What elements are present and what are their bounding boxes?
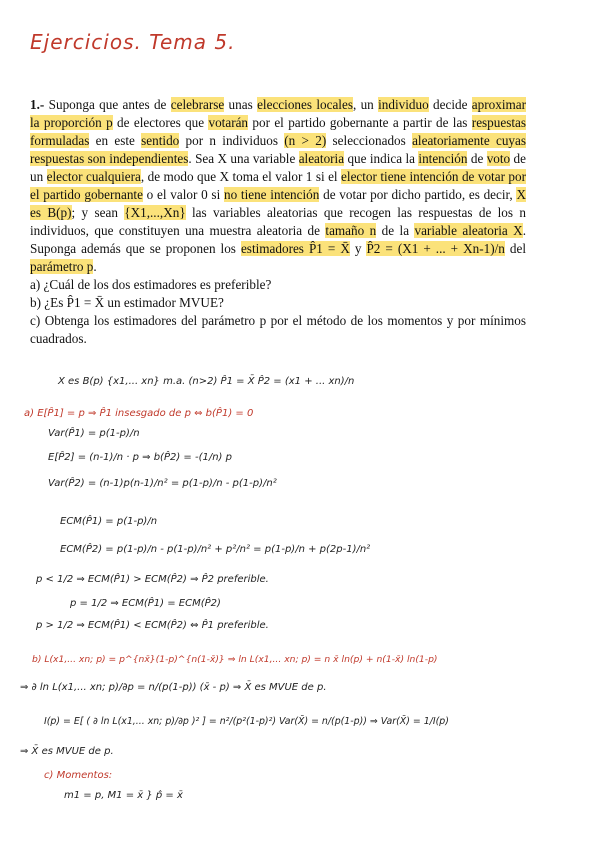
highlighted-text: (n > 2) [284,133,327,148]
question-c: c) Obtenga los estimadores del parámetro p por el método de los momentos y por mínimos cuadrados. [30,313,526,346]
paragraph-text: de un [30,151,526,184]
question-b: b) ¿Es P̂1 = X̄ un estimador MVUE? [30,295,224,310]
paragraph-text: por el partido gobernante a partir de las [248,115,472,130]
highlighted-text: no tiene intención [223,187,320,202]
hand-line: E[P̂2] = (n-1)/n · p ⇒ b(P̂2) = -(1/n) p [48,452,232,463]
paragraph-text: unas [224,97,258,112]
hand-line: I(p) = E[ ( ∂ ln L(x1,... xn; p)/∂p )² ] = n²/(p²(1-p)²) Var(X̄) = n/(p(1-p)) ⇒ Var(X̄) = 1/I(p) [44,716,449,727]
paragraph-text: . [93,259,97,274]
hand-line: X es B(p) {x1,... xn} m.a. (n>2) P̂1 = X̄ P̂2 = (x1 + ... xn)/n [58,376,355,387]
question-a: a) ¿Cuál de los dos estimadores es preferible? [30,277,272,292]
problem-statement [30,96,526,348]
hand-line: Var(P̂1) = p(1-p)/n [48,428,140,439]
highlighted-text: tamaño n [325,223,377,238]
paragraph-text: . Sea X una variable [188,151,299,166]
highlighted-text: respuestas formuladas [30,115,526,148]
highlighted-text: sentido [141,133,180,148]
paragraph-text: seleccionados [326,133,413,148]
paragraph-text: , de modo que X toma el valor 1 si el [140,169,342,184]
highlighted-text: elector tiene intención de votar por el partido gobernante [30,169,526,202]
paragraph-text: del [504,241,526,256]
paragraph-text: las variables aleatorias que recogen las respuestas de los n individuos, que constituyen una muestra aleatoria de [30,205,526,238]
highlighted-text: aleatoria [298,151,345,166]
paragraph-text: que indica la [344,151,419,166]
paragraph-text: y [349,241,367,256]
highlighted-text: estimadores P̂1 = X̄ [240,241,350,256]
highlighted-text: aproximar la proporción p [30,97,526,130]
hand-line: m1 = p, M1 = x̄ } p̂ = x̄ [64,790,183,801]
hand-line: ECM(P̂2) = p(1-p)/n - p(1-p)/n² + p²/n² = p(1-p)/n + p(2p-1)/n² [60,544,371,555]
paragraph-text: de la [376,223,415,238]
paragraph-text: de votar por dicho partido, es decir, [319,187,517,202]
paragraph-text: o el valor 0 si [142,187,224,202]
highlighted-text: variable aleatoria X [414,223,523,238]
problem-paragraph [30,96,526,276]
problem-number: 1.- [30,97,45,112]
hand-line: ECM(P̂1) = p(1-p)/n [60,516,158,527]
paragraph-text: Suponga que antes de [48,97,171,112]
highlighted-text: parámetro p [30,259,94,274]
highlighted-text: elecciones locales [257,97,353,112]
highlighted-text: P̂2 = (X1 + ... + Xn-1)/n [366,241,505,256]
hand-line: ⇒ ∂ ln L(x1,... xn; p)/∂p = n/(p(1-p)) (x̄ - p) ⇒ X̄ es MVUE de p. [20,682,327,693]
hand-line: p > 1/2 ⇒ ECM(P̂1) < ECM(P̂2) ⇔ P̂1 preferible. [36,620,269,631]
highlighted-text: {X1,...,Xn} [124,205,186,220]
paragraph-text: por n individuos [179,133,285,148]
highlighted-text: individuo [378,97,429,112]
paragraph-text: ; y sean [71,205,125,220]
hand-line: p = 1/2 ⇒ ECM(P̂1) = ECM(P̂2) [70,598,221,609]
paragraph-text: . Suponga además que se proponen los [30,223,527,256]
highlighted-text: voto [486,151,511,166]
paragraph-text: de [467,151,487,166]
highlighted-text: elector cualquiera [46,169,141,184]
highlighted-text: intención [418,151,468,166]
paragraph-text: decide [428,97,472,112]
highlighted-text: aleatoriamente cuyas respuestas son independientes [30,133,527,166]
hand-line: a) E[P̂1] = p ⇒ P̂1 insesgado de p ⇔ b(P̂1) = 0 [24,408,254,419]
page-title: Ejercicios. Tema 5. [30,30,236,54]
hand-line: ⇒ X̄ es MVUE de p. [20,746,114,757]
hand-line: Var(P̂2) = (n-1)p(n-1)/n² = p(1-p)/n - p(1-p)/n² [48,478,277,489]
hand-line: c) Momentos: [44,770,113,781]
hand-line: p < 1/2 ⇒ ECM(P̂1) > ECM(P̂2) ⇒ P̂2 preferible. [36,574,269,585]
paragraph-text: en este [89,133,142,148]
hand-line: b) L(x1,... xn; p) = p^{nx̄}(1-p)^{n(1-x̄)} ⇒ ln L(x1,... xn; p) = n x̄ ln(p) + n(1-x̄) ln(1-p) [32,654,438,665]
paragraph-text: de electores que [112,115,209,130]
paragraph-text: , un [352,97,379,112]
highlighted-text: celebrarse [170,97,225,112]
highlighted-text: X es B(p) [30,187,526,220]
highlighted-text: votarán [208,115,249,130]
